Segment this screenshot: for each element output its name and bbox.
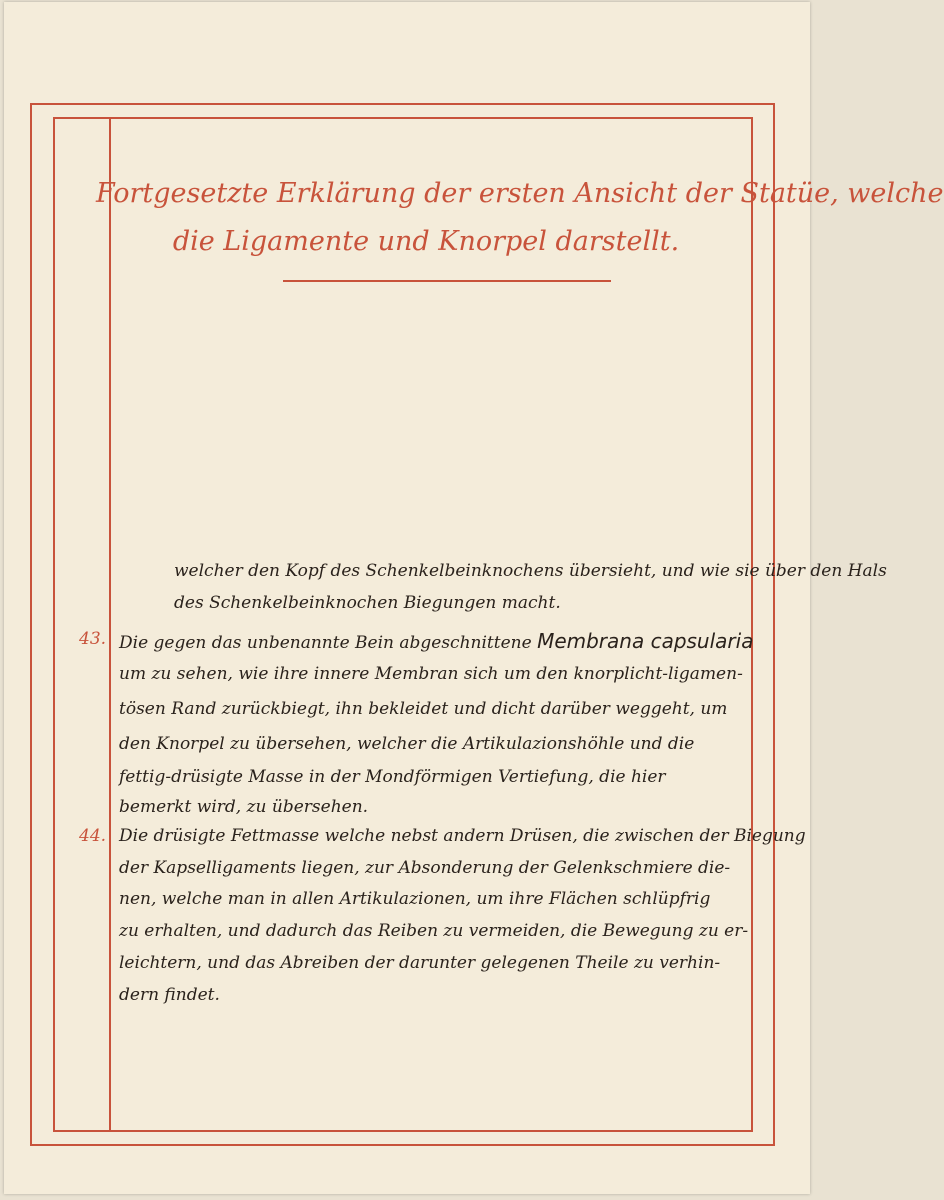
continuation-line-1: welcher den Kopf des Schenkelbeinknochens übersieht, und wie sie über den Hals bbox=[174, 561, 887, 581]
entry-43-line-6: bemerkt wird, zu übersehen. bbox=[119, 797, 369, 817]
title-line-1: Fortgesetzte Erklärung der ersten Ansicht der Statüe, welche bbox=[96, 178, 944, 209]
entry-43-line-2: um zu sehen, wie ihre innere Membran sich um den knorplicht-ligamen- bbox=[119, 664, 743, 684]
entry-44-line-5: leichtern, und das Abreiben der darunter gelegenen Theile zu verhin- bbox=[119, 953, 721, 973]
entry-43-line-1 bbox=[119, 629, 753, 653]
entry-number-44: 44. bbox=[79, 826, 107, 846]
entry-44-line-4: zu erhalten, und dadurch das Reiben zu vermeiden, die Bewegung zu er- bbox=[119, 921, 749, 941]
continuation-line-2: des Schenkelbeinknochen Biegungen macht. bbox=[174, 593, 561, 613]
entry-43-line-5: fettig-drüsigte Masse in der Mondförmigen Vertiefung, die hier bbox=[119, 767, 666, 787]
title-underline bbox=[283, 280, 611, 282]
inner-border bbox=[53, 117, 753, 1132]
entry-44-line-3: nen, welche man in allen Artikulazionen, um ihre Flächen schlüpfrig bbox=[119, 889, 711, 909]
entry-43-line-3: tösen Rand zurückbiegt, ihn bekleidet und dicht darüber weggeht, um bbox=[119, 699, 728, 719]
margin-rule bbox=[109, 117, 111, 1132]
page-title bbox=[96, 170, 944, 266]
entry-43-line-1-text: Die gegen das unbenannte Bein abgeschnittene bbox=[119, 633, 532, 653]
entry-44-line-1: Die drüsigte Fettmasse welche nebst andern Drüsen, die zwischen der Biegung bbox=[119, 826, 806, 846]
entry-43-line-4: den Knorpel zu übersehen, welcher die Artikulazionshöhle und die bbox=[119, 734, 695, 754]
entry-44-line-6: dern findet. bbox=[119, 985, 220, 1005]
entry-number-43: 43. bbox=[79, 629, 107, 649]
latin-term: Membrana capsularia bbox=[537, 629, 754, 653]
title-line-2: die Ligamente und Knorpel darstellt. bbox=[172, 226, 680, 257]
entry-44-line-2: der Kapselligaments liegen, zur Absonderung der Gelenkschmiere die- bbox=[119, 858, 731, 878]
